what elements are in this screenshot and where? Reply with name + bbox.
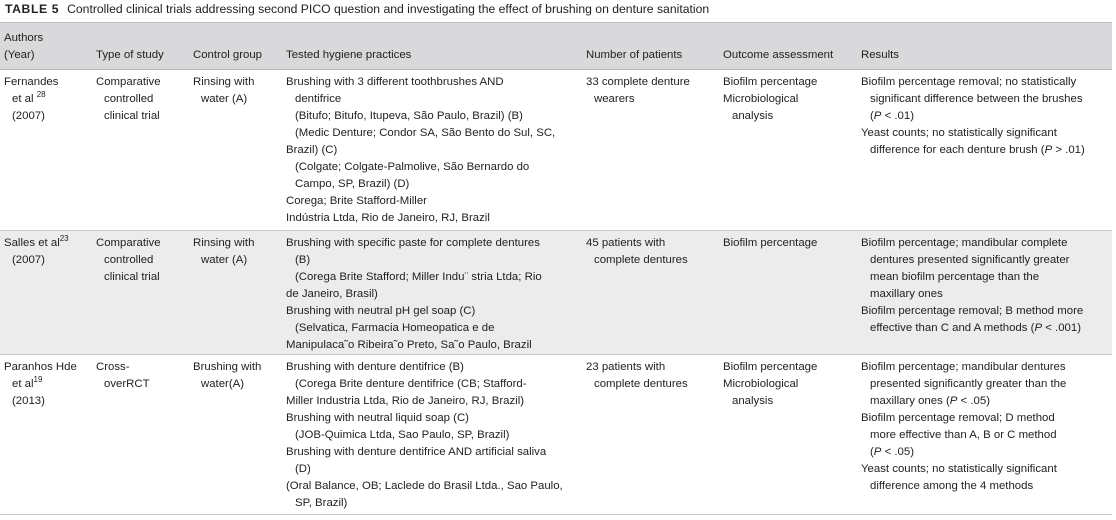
cell-tested: Brushing with 3 different toothbrushes AND dentifrice (Bitufo; Bitufo, Itupeva, São Paulo, Brazil) (B) (Medic Denture; Condor SA, São Bento do Sul, SC, Brazil) (C) (Colgate; Colgate-Palmolive, São Bernardo do Campo, SP, Brazil) (D) Corega; Brite Stafford-Miller Indústria Ltda, Rio de Janeiro, RJ, Brazil	[286, 76, 556, 224]
table-label: TABLE 5	[5, 2, 60, 16]
header-tested-practices: Tested hygiene practices	[286, 49, 412, 61]
header-results: Results	[861, 49, 899, 61]
header-type-of-study: Type of study	[96, 49, 164, 61]
reference-number: 23	[59, 234, 69, 244]
cell-tested: Brushing with denture dentifrice (B) (Corega Brite denture dentifrice (CB; Stafford- Miller Industria Ltda, Rio de Janeiro, RJ, Brazil) Brushing with neutral liquid soap (C) (JOB-Quimica Ltda, Sao Paulo, SP, Brazil) Brushing with denture dentifrice AND artificial saliva (D) (Oral Balance, OB; Laclede do Brasil Ltda., Sao Paulo, SP, Brazil)	[286, 361, 563, 509]
cell-type: Cross- overRCT	[96, 361, 150, 390]
cell-number: 33 complete denture wearers	[586, 76, 690, 105]
trials-table	[0, 22, 1112, 515]
cell-control: Brushing with water(A)	[193, 361, 262, 390]
header-number-of-patients: Number of patients	[586, 49, 683, 61]
cell-authors: Salles et $al^{23}$ (2007)	[4, 234, 69, 266]
cell-number: 45 patients with complete dentures	[586, 237, 688, 266]
cell-outcome: Biofilm percentage	[723, 237, 818, 249]
table-header-row	[0, 23, 1112, 70]
cell-number: 23 patients with complete dentures	[586, 361, 688, 390]
cell-type: Comparative controlled clinical trial	[96, 237, 161, 283]
cell-authors: Fernandes et al $^{28}$ (2007)	[4, 76, 59, 122]
cell-type: Comparative controlled clinical trial	[96, 76, 161, 122]
cell-tested: Brushing with specific paste for complete dentures (B) (Corega Brite Stafford; Miller Indu¨ stria Ltda; Rio de Janeiro, Brasil) Brushing with neutral pH gel soap (C) (Selvatica, Farmacia Homeopatica e de Manipulaca˜o Ribeira˜o Preto, Sa˜o Paulo, Brazil	[286, 237, 542, 351]
reference-number: 19	[33, 375, 43, 385]
cell-outcome: Biofilm percentage Microbiological analysis	[723, 361, 818, 407]
table-row	[0, 355, 1112, 515]
cell-authors: Paranhos Hde et $al^{19}$ (2013)	[4, 361, 77, 407]
header-outcome-assessment: Outcome assessment	[723, 49, 834, 61]
cell-results: Biofilm percentage; mandibular dentures presented significantly greater than the maxillary ones (P < .05) Biofilm percentage removal; D method more effective than A, B or C method (P < .05) Yeast counts; no statistically significant difference among the 4 methods	[861, 361, 1067, 492]
table-row	[0, 231, 1112, 355]
cell-results: Biofilm percentage removal; no statistically significant difference between the brushes (P < .01) Yeast counts; no statistically significant difference for each denture brush (P > .01)	[861, 76, 1085, 156]
cell-control: Rinsing with water (A)	[193, 237, 255, 266]
cell-outcome: Biofilm percentage Microbiological analysis	[723, 76, 818, 122]
reference-number: 28	[36, 90, 46, 100]
table-title: Controlled clinical trials addressing second PICO question and investigating the effect of brushing on denture sanitation	[67, 2, 710, 16]
table-row	[0, 70, 1112, 231]
cell-results: Biofilm percentage; mandibular complete dentures presented significantly greater mean biofilm percentage than the maxillary ones Biofilm percentage removal; B method more effective than C and A methods (P < .001)	[861, 237, 1084, 334]
cell-control: Rinsing with water (A)	[193, 76, 255, 105]
header-control-group: Control group	[193, 49, 263, 61]
header-authors: Authors (Year)	[4, 32, 44, 61]
table-caption	[5, 1, 709, 18]
